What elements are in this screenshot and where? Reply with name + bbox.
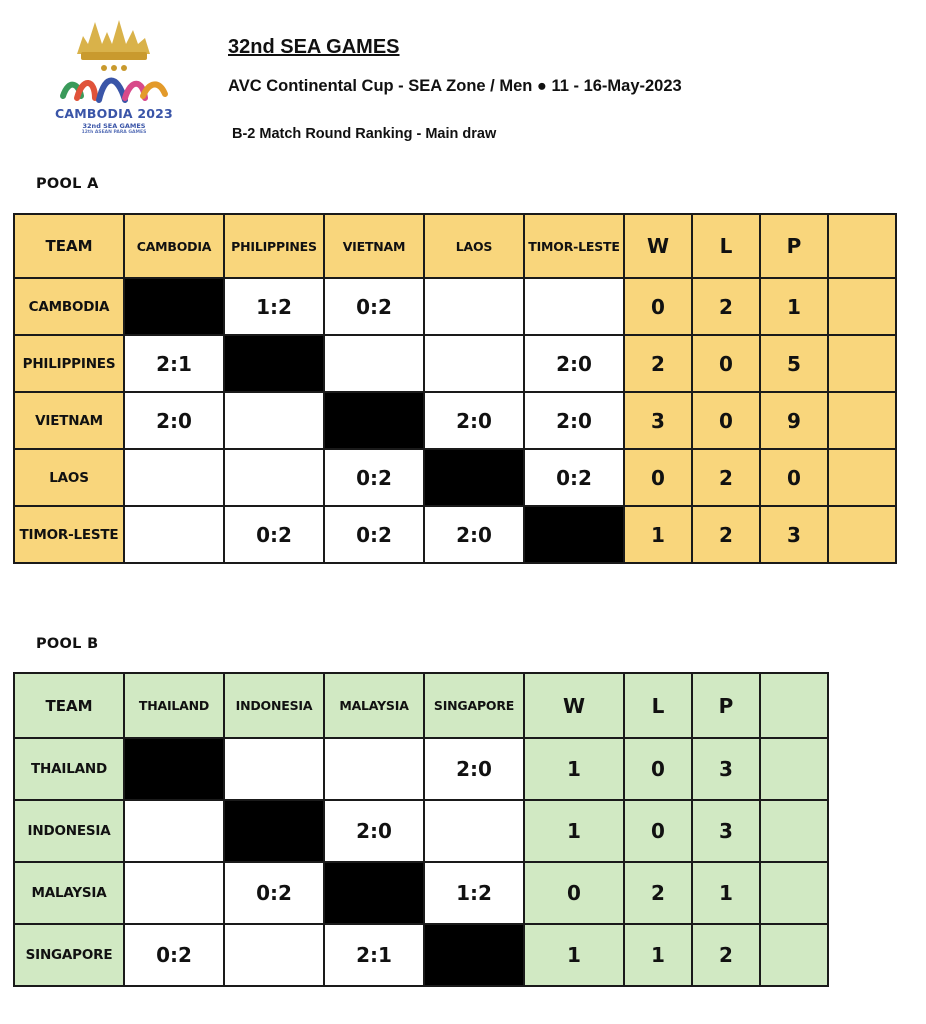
score-cell: [224, 449, 324, 506]
stat-w-cell: 1: [524, 924, 624, 986]
team-name-cell: LAOS: [14, 449, 124, 506]
table-row: [14, 924, 828, 986]
score-cell: 2:1: [124, 335, 224, 392]
self-match-cell: [224, 800, 324, 862]
stat-w-cell: 1: [624, 506, 692, 563]
stat-header-p: P: [692, 673, 760, 738]
stat-p-cell: 5: [760, 335, 828, 392]
header-row: [14, 214, 896, 278]
table-row: [14, 862, 828, 924]
table-row: [14, 506, 896, 563]
stat-header-l: L: [624, 673, 692, 738]
stat-w-cell: 3: [624, 392, 692, 449]
table-row: [14, 449, 896, 506]
blank-cell: [828, 392, 896, 449]
opponent-header: THAILAND: [124, 673, 224, 738]
blank-header-cell: [760, 673, 828, 738]
team-column-header: TEAM: [14, 673, 124, 738]
self-match-cell: [324, 862, 424, 924]
stat-l-cell: 0: [624, 738, 692, 800]
score-cell: 2:0: [124, 392, 224, 449]
stat-w-cell: 0: [624, 278, 692, 335]
score-cell: 2:0: [424, 392, 524, 449]
table-row: [14, 392, 896, 449]
opponent-header: MALAYSIA: [324, 673, 424, 738]
round-label: B-2 Match Round Ranking - Main draw: [232, 126, 497, 142]
score-cell: 1:2: [424, 862, 524, 924]
score-cell: 0:2: [124, 924, 224, 986]
self-match-cell: [424, 924, 524, 986]
stat-l-cell: 0: [692, 392, 760, 449]
score-cell: [224, 392, 324, 449]
blank-cell: [828, 449, 896, 506]
score-cell: [124, 800, 224, 862]
blank-cell: [828, 506, 896, 563]
score-cell: 1:2: [224, 278, 324, 335]
stat-p-cell: 9: [760, 392, 828, 449]
table-row: [14, 800, 828, 862]
stat-w-cell: 1: [524, 800, 624, 862]
logo-line-2: 32nd SEA GAMES: [82, 122, 146, 130]
self-match-cell: [424, 449, 524, 506]
stat-l-cell: 0: [624, 800, 692, 862]
stat-l-cell: 2: [624, 862, 692, 924]
stat-header-w: W: [624, 214, 692, 278]
table-row: [14, 335, 896, 392]
blank-cell: [828, 335, 896, 392]
stat-w-cell: 2: [624, 335, 692, 392]
blank-cell: [828, 278, 896, 335]
opponent-header: PHILIPPINES: [224, 214, 324, 278]
score-cell: 2:0: [524, 335, 624, 392]
team-name-cell: SINGAPORE: [14, 924, 124, 986]
score-cell: [324, 335, 424, 392]
blank-cell: [760, 862, 828, 924]
opponent-header: INDONESIA: [224, 673, 324, 738]
score-cell: [524, 278, 624, 335]
team-name-cell: INDONESIA: [14, 800, 124, 862]
self-match-cell: [324, 392, 424, 449]
opponent-header: LAOS: [424, 214, 524, 278]
self-match-cell: [124, 738, 224, 800]
sea-games-logo: [55, 14, 173, 146]
team-name-cell: TIMOR-LESTE: [14, 506, 124, 563]
team-name-cell: VIETNAM: [14, 392, 124, 449]
score-cell: [224, 738, 324, 800]
team-name-cell: THAILAND: [14, 738, 124, 800]
blank-header-cell: [828, 214, 896, 278]
stat-p-cell: 3: [692, 738, 760, 800]
competition-subtitle: AVC Continental Cup - SEA Zone / Men ● 11 - 16-May-2023: [228, 77, 682, 95]
score-cell: [124, 506, 224, 563]
page-title: 32nd SEA GAMES: [228, 36, 400, 58]
stat-p-cell: 2: [692, 924, 760, 986]
team-name-cell: PHILIPPINES: [14, 335, 124, 392]
score-cell: [124, 862, 224, 924]
score-cell: 2:1: [324, 924, 424, 986]
team-name-cell: MALAYSIA: [14, 862, 124, 924]
stat-header-p: P: [760, 214, 828, 278]
pool-a-table: [13, 213, 897, 564]
score-cell: 2:0: [424, 506, 524, 563]
score-cell: 2:0: [424, 738, 524, 800]
pool-b-table: [13, 672, 829, 987]
self-match-cell: [524, 506, 624, 563]
stat-p-cell: 0: [760, 449, 828, 506]
score-cell: [424, 278, 524, 335]
stat-l-cell: 2: [692, 449, 760, 506]
score-cell: 0:2: [224, 862, 324, 924]
opponent-header: SINGAPORE: [424, 673, 524, 738]
header-row: [14, 673, 828, 738]
stat-header-l: L: [692, 214, 760, 278]
opponent-header: CAMBODIA: [124, 214, 224, 278]
angkor-emblem-icon: [55, 14, 173, 106]
score-cell: 0:2: [324, 278, 424, 335]
stat-l-cell: 0: [692, 335, 760, 392]
table-row: [14, 278, 896, 335]
score-cell: 0:2: [524, 449, 624, 506]
score-cell: 2:0: [324, 800, 424, 862]
stat-w-cell: 0: [624, 449, 692, 506]
logo-line-1: CAMBODIA 2023: [55, 106, 173, 121]
logo-line-3: 12th ASEAN PARA GAMES: [81, 130, 147, 135]
score-cell: 0:2: [224, 506, 324, 563]
pool-a-label: POOL A: [36, 176, 99, 192]
team-name-cell: CAMBODIA: [14, 278, 124, 335]
stat-p-cell: 3: [692, 800, 760, 862]
blank-cell: [760, 738, 828, 800]
stat-header-w: W: [524, 673, 624, 738]
opponent-header: VIETNAM: [324, 214, 424, 278]
table-row: [14, 738, 828, 800]
opponent-header: TIMOR-LESTE: [524, 214, 624, 278]
score-cell: 2:0: [524, 392, 624, 449]
blank-cell: [760, 924, 828, 986]
score-cell: [124, 449, 224, 506]
score-cell: [324, 738, 424, 800]
blank-cell: [760, 800, 828, 862]
stat-w-cell: 0: [524, 862, 624, 924]
self-match-cell: [124, 278, 224, 335]
stat-l-cell: 2: [692, 506, 760, 563]
team-column-header: TEAM: [14, 214, 124, 278]
stat-l-cell: 1: [624, 924, 692, 986]
pool-b-label: POOL B: [36, 636, 99, 652]
score-cell: 0:2: [324, 449, 424, 506]
score-cell: [424, 335, 524, 392]
stat-p-cell: 1: [692, 862, 760, 924]
stat-p-cell: 1: [760, 278, 828, 335]
stat-w-cell: 1: [524, 738, 624, 800]
stat-p-cell: 3: [760, 506, 828, 563]
stat-l-cell: 2: [692, 278, 760, 335]
score-cell: [224, 924, 324, 986]
score-cell: 0:2: [324, 506, 424, 563]
self-match-cell: [224, 335, 324, 392]
score-cell: [424, 800, 524, 862]
